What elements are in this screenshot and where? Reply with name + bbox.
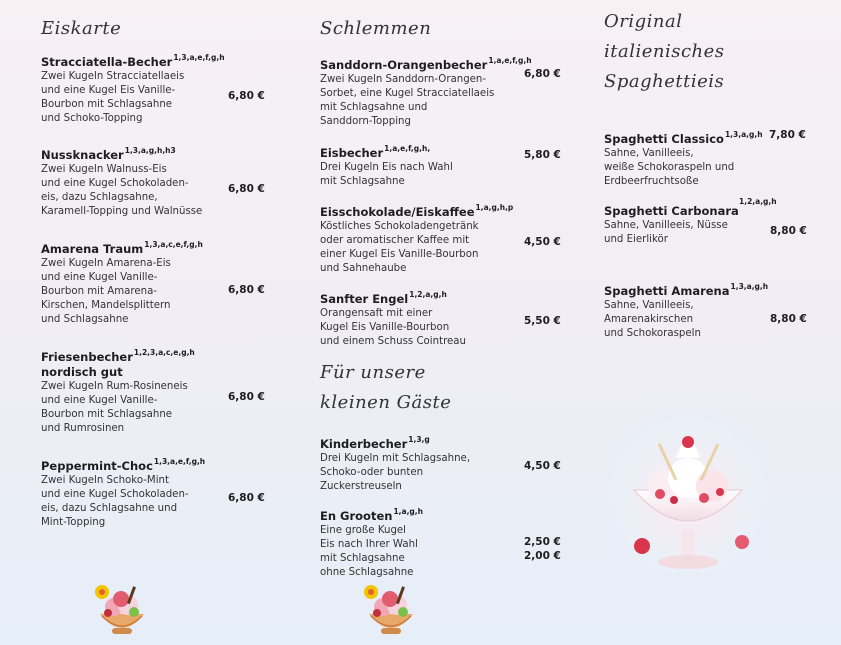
menu-item-nussknacker bbox=[41, 143, 271, 219]
item-description: Zwei Kugeln Stracciatellaeis und eine Kugel Eis Vanille- Bourbon mit Schlagsahne und Schoko-Topping bbox=[41, 71, 185, 124]
item-price: 6,80 € bbox=[228, 90, 265, 102]
allergen-codes: 1,3,a,g,h bbox=[724, 130, 763, 139]
allergen-codes: 1,a,g,h bbox=[393, 507, 423, 516]
item-price-without-cream: 2,00 € bbox=[524, 550, 561, 562]
item-description: Drei Kugeln mit Schlagsahne, Schoko-oder bunten Zuckerstreuseln bbox=[320, 453, 471, 492]
heading-schlemmen: Schlemmen bbox=[320, 18, 432, 39]
item-name: Peppermint-Choc$^{1,3,a,e,f,g,h}$ bbox=[41, 457, 206, 473]
heading-kids-line2: kleinen Gäste bbox=[320, 392, 452, 413]
heading-kids-line1: Für unsere bbox=[320, 362, 426, 383]
heading-spaghettieis-line2: italienisches bbox=[604, 41, 725, 62]
allergen-codes: 1,a,g,h,p bbox=[475, 203, 514, 212]
item-description: Drei Kugeln Eis nach Wahl mit Schlagsahne bbox=[320, 162, 453, 187]
heading-eiskarte: Eiskarte bbox=[41, 18, 122, 39]
allergen-codes: 1,2,a,g,h bbox=[739, 197, 777, 206]
item-price: 6,80 € bbox=[228, 492, 265, 504]
item-name-line2: nordisch gut bbox=[41, 365, 123, 379]
menu-item-sanddorn bbox=[320, 53, 550, 129]
allergen-codes: 1,a,e,f,g,h bbox=[488, 56, 532, 65]
item-price: 5,50 € bbox=[524, 315, 561, 327]
item-price: 6,80 € bbox=[228, 183, 265, 195]
item-description: Sahne, Vanilleeis, Amarenakirschen und Schokoraspeln bbox=[604, 300, 701, 339]
menu-item-stracciatella bbox=[41, 50, 271, 126]
menu-item-kinderbecher bbox=[320, 432, 550, 494]
allergen-codes: 1,3,a,g,h bbox=[730, 282, 769, 291]
item-price: 6,80 € bbox=[524, 68, 561, 80]
menu-item-sanfter-engel bbox=[320, 287, 550, 349]
menu-item-amarena-traum bbox=[41, 237, 271, 327]
item-name: En Grooten$^{1,a,g,h}$ bbox=[320, 507, 423, 523]
allergen-codes: 1,3,a,e,f,g,h bbox=[153, 457, 206, 466]
allergen-codes: 1,3,a,g,h,h3 bbox=[124, 146, 176, 155]
item-name: Nussknacker$^{1,3,a,g,h,h3}$ bbox=[41, 146, 176, 162]
item-description: Zwei Kugeln Schoko-Mint und eine Kugel Schokoladen- eis, dazu Schlagsahne und Mint-Topping bbox=[41, 475, 189, 528]
allergen-codes: 1,2,a,g,h bbox=[409, 290, 447, 299]
item-price: 8,80 € bbox=[770, 225, 807, 237]
item-name: Stracciatella-Becher$^{1,3,a,e,f,g,h}$ bbox=[41, 53, 225, 69]
item-name: Spaghetti Carbonara bbox=[604, 204, 739, 218]
allergen-codes: 1,3,a,e,f,g,h bbox=[173, 53, 225, 62]
item-name: Eisbecher$^{1,a,e,f,g,h,}$ bbox=[320, 144, 431, 160]
item-price: 4,50 € bbox=[524, 236, 561, 248]
item-price: 4,50 € bbox=[524, 460, 561, 472]
menu-item-eisbecher bbox=[320, 141, 550, 189]
allergen-codes: 1,3,a,c,e,f,g,h bbox=[144, 240, 203, 249]
menu-item-eisschokolade bbox=[320, 200, 550, 276]
menu-item-en-grooten bbox=[320, 504, 550, 580]
item-description: Köstliches Schokoladengetränk oder aromatischer Kaffee mit einer Kugel Eis Vanille-Bourbon und Sahnehaube bbox=[320, 221, 479, 274]
item-name: Amarena Traum$^{1,3,a,c,e,f,g,h}$ bbox=[41, 240, 203, 256]
item-description: Sahne, Vanilleeis, Nüsse und Eierlikör bbox=[604, 220, 728, 245]
item-name: Eisschokolade/Eiskaffee$^{1,a,g,h,p}$ bbox=[320, 203, 514, 219]
item-description: Zwei Kugeln Amarena-Eis und eine Kugel Vanille- Bourbon mit Amarena- Kirschen, Mandelsplittern und Schlagsahne bbox=[41, 258, 171, 325]
item-price: 5,80 € bbox=[524, 149, 561, 161]
item-name: Kinderbecher$^{1,3,g}$ bbox=[320, 435, 430, 451]
ice-cream-cup-icon bbox=[90, 580, 154, 644]
item-description: Zwei Kugeln Sanddorn-Orangen- Sorbet, eine Kugel Stracciatellaeis mit Schlagsahne und Sanddorn-Topping bbox=[320, 74, 495, 127]
item-price: 7,80 € bbox=[769, 129, 806, 141]
item-name: Spaghetti Amarena$^{1,3,a,g,h}$ bbox=[604, 282, 769, 298]
item-name: Sanfter Engel$^{1,2,a,g,h}$ bbox=[320, 290, 447, 306]
item-description: Eine große Kugel Eis nach Ihrer Wahl mit Schlagsahne ohne Schlagsahne bbox=[320, 525, 418, 578]
item-price-with-cream: 2,50 € bbox=[524, 536, 561, 548]
menu-item-spaghetti-amarena bbox=[604, 279, 809, 341]
allergen-codes: 1,a,e,f,g,h, bbox=[384, 144, 431, 153]
heading-spaghettieis-line3: Spaghettieis bbox=[604, 71, 725, 92]
allergen-codes: 1,3,g bbox=[408, 435, 430, 444]
heading-spaghettieis-line1: Original bbox=[604, 11, 683, 32]
item-price: 6,80 € bbox=[228, 391, 265, 403]
item-price: 8,80 € bbox=[770, 313, 807, 325]
item-price: 6,80 € bbox=[228, 284, 265, 296]
item-name: Friesenbecher$^{1,2,3,a,c,e,g,h}$ bbox=[41, 348, 195, 364]
item-description: Sahne, Vanilleeis, weiße Schokoraspeln und Erdbeerfruchtsoße bbox=[604, 148, 735, 187]
allergen-codes: 1,2,3,a,c,e,g,h bbox=[133, 348, 195, 357]
item-name: Sanddorn-Orangenbecher$^{1,a,e,f,g,h}$ bbox=[320, 56, 532, 72]
ice-cream-cup-icon bbox=[359, 580, 423, 644]
item-description: Zwei Kugeln Walnuss-Eis und eine Kugel Schokoladen- eis, dazu Schlagsahne, Karamell-Topping und Walnüsse bbox=[41, 164, 203, 217]
ice-cream-sundae-photo bbox=[608, 412, 768, 586]
item-description: Orangensaft mit einer Kugel Eis Vanille-Bourbon und einem Schuss Cointreau bbox=[320, 308, 466, 347]
item-name: Spaghetti Classico$^{1,3,a,g,h}$ bbox=[604, 130, 763, 146]
item-description: Zwei Kugeln Rum-Rosineneis und eine Kugel Vanille- Bourbon mit Schlagsahne und Rumrosinen bbox=[41, 381, 188, 434]
